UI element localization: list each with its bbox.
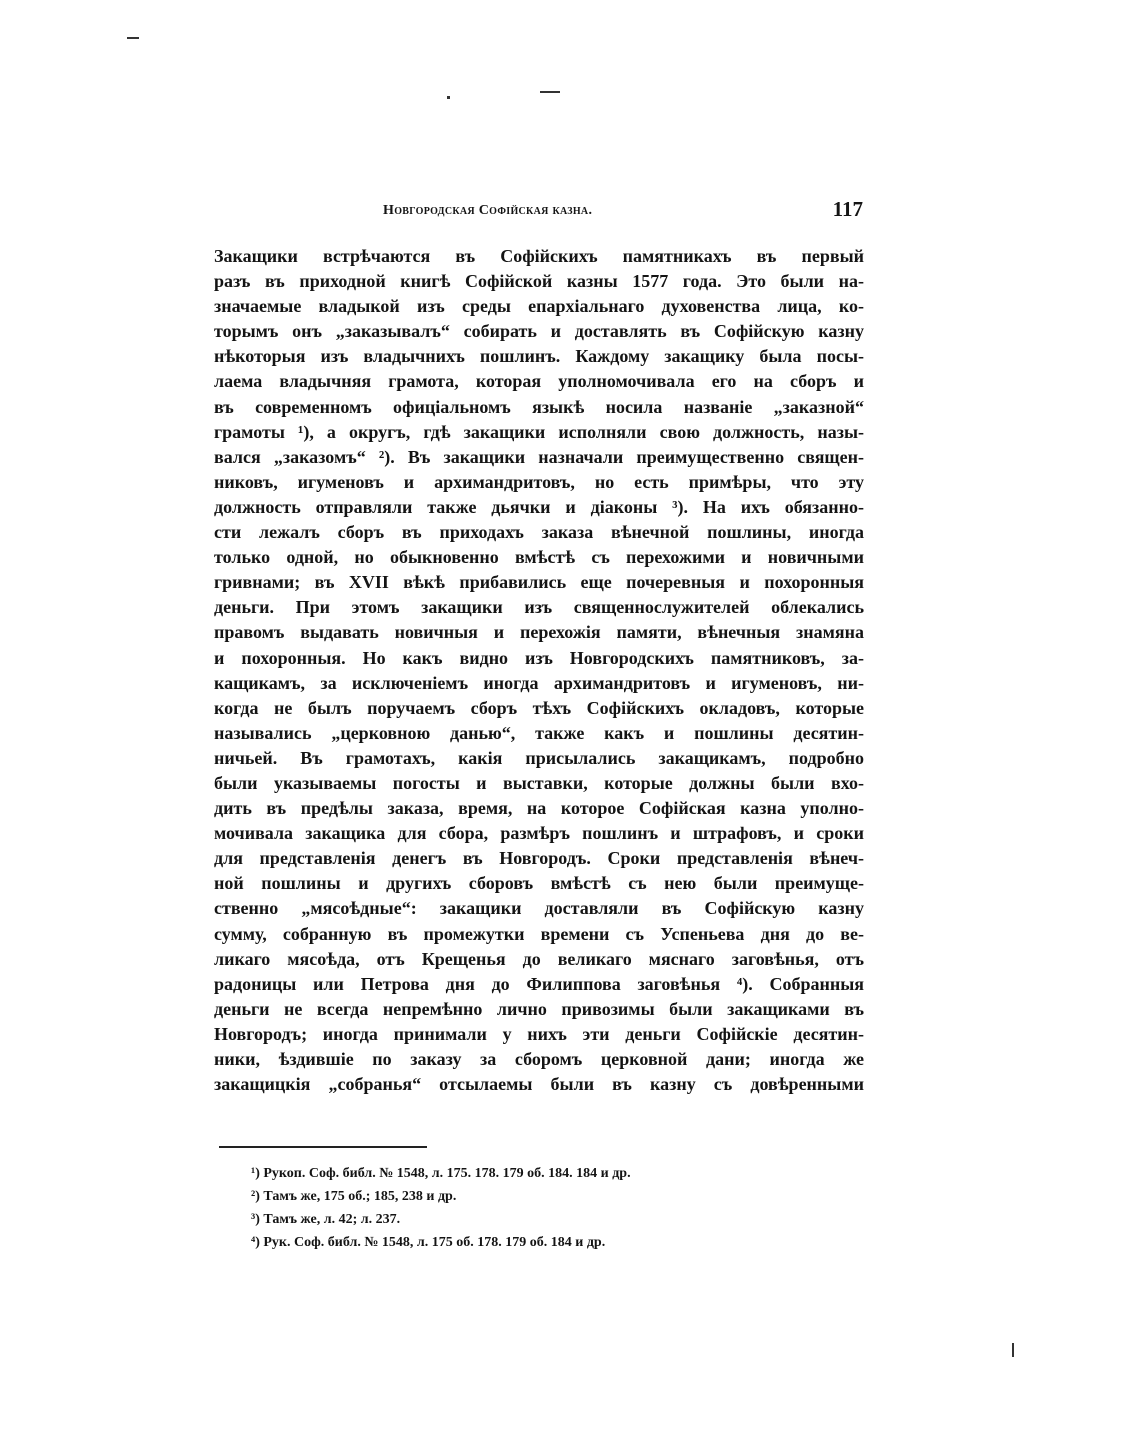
text-line: ничьей. Въ грамотахъ, какія присылались закащикамъ, подробно	[214, 747, 864, 768]
text-line: закащицкія „собранья“ отсылаемы были въ казну съ довѣренными	[214, 1074, 864, 1095]
text-line: когда не былъ поручаемъ сборъ тѣхъ Софійскихъ окладовъ, которые	[214, 697, 864, 718]
text-line: сумму, собранную въ промежутки времени съ Успеньева дня до ве-	[214, 923, 864, 944]
footnote-divider	[219, 1146, 427, 1148]
text-line: для представленія денегъ въ Новгородъ. Сроки представленія вѣнеч-	[214, 848, 864, 869]
page-number: 117	[832, 197, 863, 221]
text-line: кащикамъ, за исключеніемъ иногда архимандритовъ и игуменовъ, ни-	[214, 672, 864, 693]
text-line: были указываемы погосты и выставки, которые должны были вхо-	[214, 772, 864, 793]
text-line: ликаго мясоѣда, отъ Крещенья до великаго мяснаго заговѣнья, отъ	[214, 948, 864, 969]
text-line: и похоронныя. Но какъ видно изъ Новгородскихъ памятниковъ, за-	[214, 647, 864, 668]
scan-speck	[447, 96, 450, 99]
text-line: нѣкоторыя изъ владычнихъ пошлинъ. Каждому закащику была посы-	[214, 346, 864, 367]
scan-speck	[127, 37, 139, 39]
text-line: Новгородъ; иногда принимали у нихъ эти деньги Софійскіе десятин-	[214, 1023, 864, 1044]
text-line: въ современномъ офиціальномъ языкѣ носила названіе „заказной“	[214, 396, 864, 417]
text-line: гривнами; въ XVII вѣкѣ прибавились еще почеревныя и похоронныя	[214, 572, 864, 593]
text-line: сти лежалъ сборъ въ приходахъ заказа вѣнечной пошлины, иногда	[214, 522, 864, 543]
text-line: деньги не всегда непремѣнно лично привозимы были закащиками въ	[214, 998, 864, 1019]
text-line: никовъ, игуменовъ и архимандритовъ, но есть примѣры, что эту	[214, 471, 864, 492]
text-line: значаемые владыкой изъ среды епархіальнаго духовенства лица, ко-	[214, 296, 864, 317]
text-line: правомъ выдавать новичныя и перехожія памяти, вѣнечныя знамяна	[214, 622, 864, 643]
text-line: дить въ предѣлы заказа, время, на которое Софійская казна уполно-	[214, 798, 864, 819]
text-line: ной пошлины и другихъ сборовъ вмѣстѣ съ нею были преимуще-	[214, 873, 864, 894]
text-line: мочивала закащика для сбора, размѣръ пошлинъ и штрафовъ, и сроки	[214, 823, 864, 844]
page-header	[383, 197, 863, 227]
text-line: разъ въ приходной книгѣ Софійской казны 1577 года. Это были на-	[214, 271, 864, 292]
text-line: ственно „мясоѣдные“: закащики доставляли въ Софійскую казну	[214, 898, 864, 919]
text-line: деньги. При этомъ закащики изъ священнослужителей облекались	[214, 597, 864, 618]
text-line: лаема владычняя грамота, которая уполномочивала его на сборъ и	[214, 371, 864, 392]
footnotes	[251, 1162, 811, 1254]
text-line: назывались „церковною данью“, также какъ и пошлины десятин-	[214, 722, 864, 743]
text-line: только одной, но обыкновенно вмѣстѣ съ перехожими и новичными	[214, 547, 864, 568]
text-line: радоницы или Петрова дня до Филиппова заговѣнья ⁴). Собранныя	[214, 973, 864, 994]
text-line: Закащики встрѣчаются въ Софійскихъ памятникахъ въ первый	[214, 246, 864, 266]
text-line: торымъ онъ „заказывалъ“ собирать и доставлять въ Софійскую казну	[214, 321, 864, 342]
footnote: ²) Тамъ же, 175 об.; 185, 238 и др.	[251, 1189, 457, 1204]
body-text	[214, 244, 864, 1097]
footnote: ⁴) Рук. Соф. библ. № 1548, л. 175 об. 178. 179 об. 184 и др.	[251, 1235, 606, 1250]
scan-speck	[1012, 1343, 1014, 1357]
text-line: ники, ѣздившіе по заказу за сборомъ церковной дани; иногда же	[214, 1049, 864, 1069]
footnote: ¹) Рукоп. Соф. библ. № 1548, л. 175. 178. 179 об. 184. 184 и др.	[251, 1166, 631, 1181]
running-title: Новгородская Софійская казна.	[383, 203, 593, 218]
text-line: грамоты ¹), а округъ, гдѣ закащики исполняли свою должность, назы-	[214, 421, 864, 442]
text-line: вался „заказомъ“ ²). Въ закащики назначали преимущественно священ-	[214, 446, 864, 467]
footnote: ³) Тамъ же, л. 42; л. 237.	[251, 1212, 401, 1227]
text-line: должность отправляли также дьячки и діаконы ³). На ихъ обязанно-	[214, 496, 864, 517]
scan-speck	[540, 91, 560, 93]
